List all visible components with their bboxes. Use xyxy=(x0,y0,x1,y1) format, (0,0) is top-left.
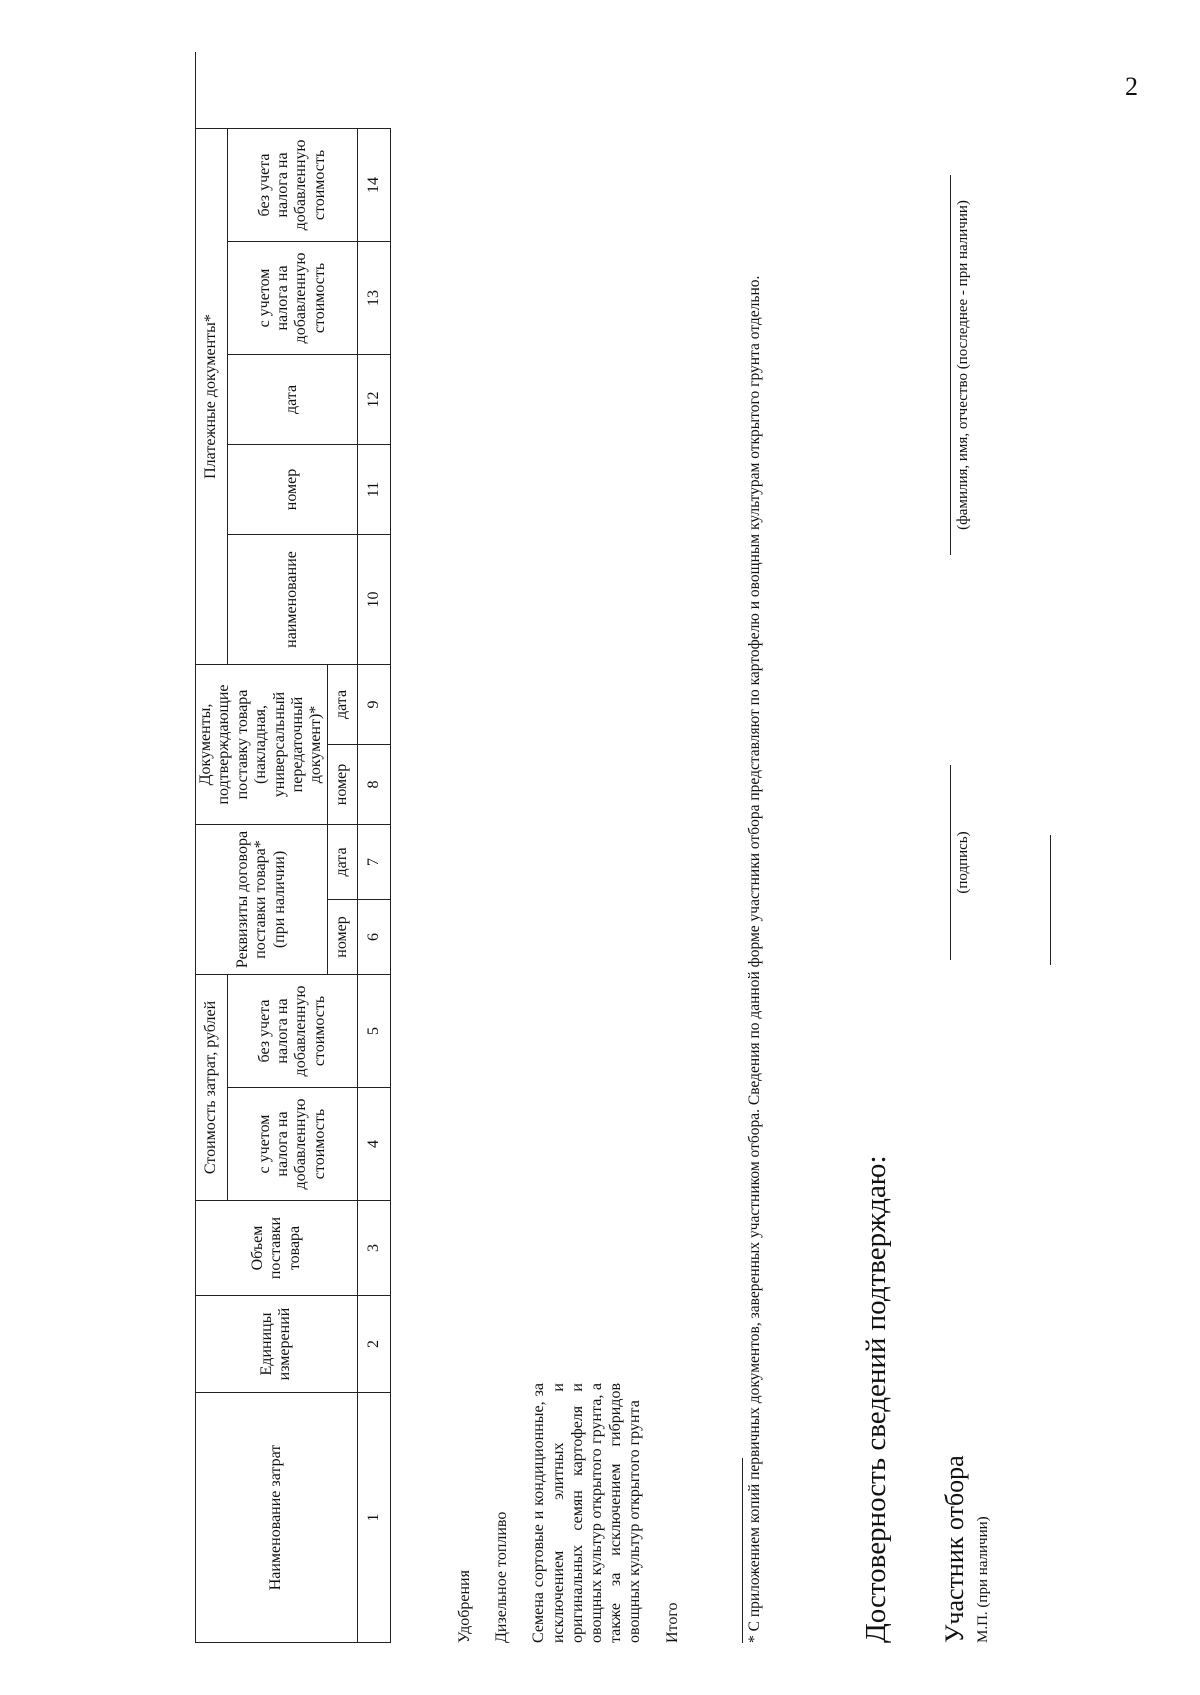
column-number: 14 xyxy=(357,128,390,241)
column-number: 13 xyxy=(357,241,390,354)
header-payment-date: дата xyxy=(228,354,358,444)
row-diesel: Дизельное топливо xyxy=(493,1511,511,1643)
table-margin xyxy=(196,52,391,128)
header-cost-group: Стоимость затрат, рублей xyxy=(196,974,228,1200)
column-number: 3 xyxy=(357,1201,390,1296)
header-contract-number: номер xyxy=(327,899,357,974)
header-payment-group: Платежные документы* xyxy=(196,128,228,664)
column-number: 10 xyxy=(357,534,390,664)
landscape-sheet xyxy=(0,135,1200,1695)
confirmation-heading: Достоверность сведений подтверждаю: xyxy=(860,1155,892,1643)
header-payment-name: наименование xyxy=(228,534,358,664)
header-cost-without-vat: без учета налога на добавленную стоимость xyxy=(228,974,358,1087)
name-caption: (фамилия, имя, отчество (последнее - при наличии) xyxy=(955,200,971,530)
name-line xyxy=(950,175,951,555)
column-number: 4 xyxy=(357,1088,390,1201)
row-seeds: Семена сортовые и кондиционные, за исключением элитных и оригинальных семян картофеля и овощных культур открытого грунта, а также за исключением гибридов овощных культур открытого грунта xyxy=(530,1383,644,1643)
row-fertilizers: Удобрения xyxy=(456,1570,473,1643)
column-number: 8 xyxy=(357,744,390,824)
header-payment-with-vat: с учетом налога на добавленную стоимость xyxy=(228,241,358,354)
costs-table xyxy=(195,52,391,1643)
footnote: * С приложением копий первичных документов, заверенных участником отбора. Сведения по данной форме участники отбора представляют по картофелю и овощным культурам открытого грунта отдельно. xyxy=(746,275,763,1643)
column-number: 9 xyxy=(357,664,390,744)
column-number: 5 xyxy=(357,974,390,1087)
cost-rows xyxy=(455,1383,700,1643)
header-delivery-date: дата xyxy=(327,664,357,744)
header-cost-with-vat: с учетом налога на добавленную стоимость xyxy=(228,1088,358,1201)
header-units: Единицы измерений xyxy=(196,1296,358,1393)
column-number: 1 xyxy=(357,1393,390,1643)
column-number: 11 xyxy=(357,444,390,534)
header-name: Наименование затрат xyxy=(196,1393,358,1643)
header-contract-group: Реквизиты договора поставки товара* (при наличии) xyxy=(196,824,328,974)
header-delivery-group: Документы, подтверждающие поставку товара (накладная, универсальный передаточный документ)* xyxy=(196,664,328,824)
footnote-divider xyxy=(742,1458,743,1643)
header-payment-number: номер xyxy=(228,444,358,534)
signature-line xyxy=(950,765,951,960)
row-total: Итого xyxy=(663,1602,681,1643)
header-contract-date: дата xyxy=(327,824,357,899)
participant-label: Участник отбора xyxy=(940,1455,969,1643)
header-payment-without-vat: без учета налога на добавленную стоимость xyxy=(228,128,358,241)
header-delivery-number: номер xyxy=(327,744,357,824)
header-volume: Объем поставки товара xyxy=(196,1201,358,1296)
signature-caption: (подпись) xyxy=(955,831,971,894)
page-number: 2 xyxy=(1125,72,1138,101)
column-number: 2 xyxy=(357,1296,390,1393)
column-number: 7 xyxy=(357,824,390,899)
column-number: 12 xyxy=(357,354,390,444)
extra-line xyxy=(1050,835,1051,965)
stamp-label: М.П. (при наличии) xyxy=(975,1516,991,1643)
column-number: 6 xyxy=(357,899,390,974)
